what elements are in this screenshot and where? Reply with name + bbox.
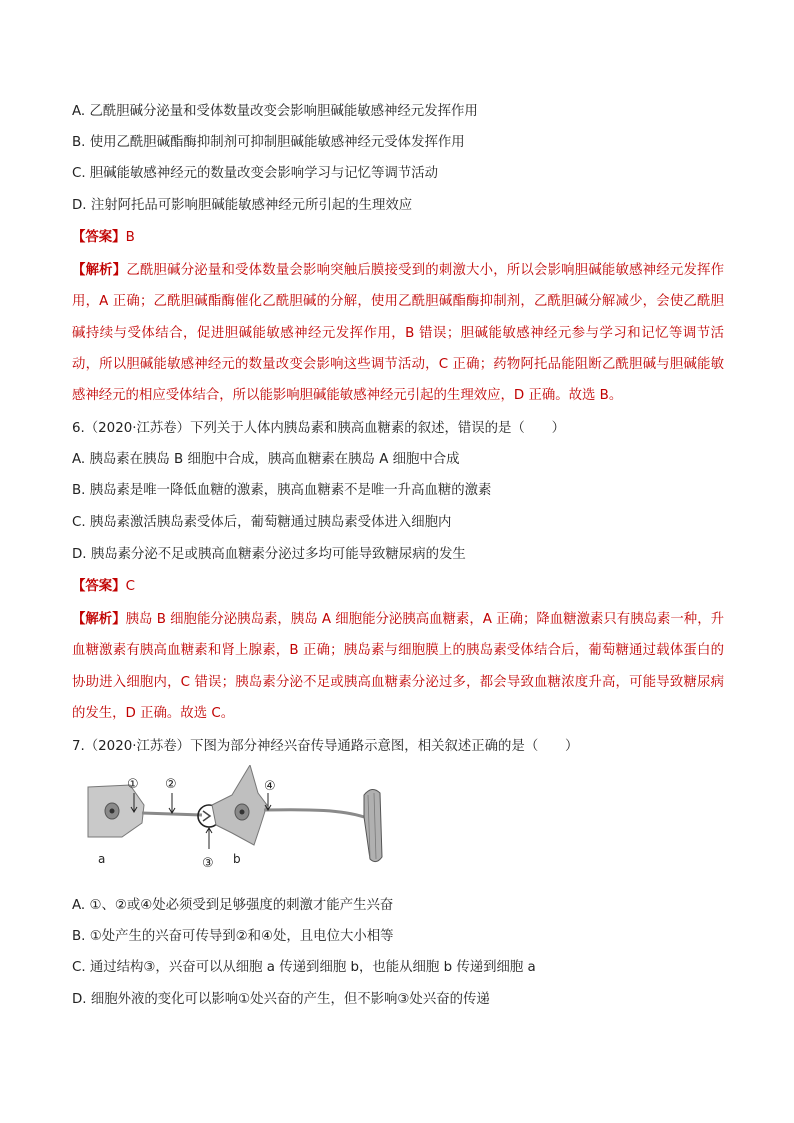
q5-answer (72, 228, 135, 248)
q5-option-d: D. 注射阿托品可影响胆碱能敏感神经元所引起的生理效应 (72, 198, 413, 213)
answer-value: C (125, 579, 135, 594)
label-3: ③ (202, 856, 214, 871)
q7-option-b: B. ①处产生的兴奋可传导到②和④处，且电位大小相等 (72, 929, 394, 944)
q7-option-c: C. 通过结构③，兴奋可以从细胞 a 传递到细胞 b，也能从细胞 b 传递到细胞 a (72, 960, 536, 975)
analysis-text: 乙酰胆碱分泌量和受体数量会影响突触后膜接受到的刺激大小，所以会影响胆碱能敏感神经元发挥作用，A 正确；乙酰胆碱酯酶催化乙酰胆碱的分解，使用乙酰胆碱酯酶抑制剂，乙酰胆碱分解减少，会使乙酰胆碱持续与受体结合，促进胆碱能敏感神经元发挥作用，B 错误；胆碱能敏感神经元参与学习和记忆等调节活动，所以胆碱能敏感神经元的数量改变会影响这些调节活动，C 正确；药物阿托品能阻断乙酰胆碱与胆碱能敏感神经元的相应受体结合，所以能影响胆碱能敏感神经元引起的生理效应，D 正确。故选 B。 (72, 263, 725, 404)
q7-stem: 7.（2020·江苏卷）下图为部分神经兴奋传导通路示意图，相关叙述正确的是（ ） (72, 739, 579, 754)
answer-value: B (125, 230, 135, 245)
q5-option-c: C. 胆碱能敏感神经元的数量改变会影响学习与记忆等调节活动 (72, 166, 439, 181)
q6-answer (72, 577, 135, 597)
answer-tag: 【答案】 (72, 230, 126, 245)
q6-analysis (72, 604, 724, 729)
q5-option-a: A. 乙酰胆碱分泌量和受体数量改变会影响胆碱能敏感神经元发挥作用 (72, 104, 478, 119)
label-1: ① (127, 777, 139, 792)
q7-option-a: A. ①、②或④处必须受到足够强度的刺激才能产生兴奋 (72, 898, 394, 913)
q5-analysis (72, 255, 724, 411)
label-2: ② (165, 777, 177, 792)
effector (364, 789, 382, 861)
axon-b (264, 810, 364, 817)
label-4: ④ (264, 779, 276, 794)
q6-option-d: D. 胰岛素分泌不足或胰高血糖素分泌过多均可能导致糖尿病的发生 (72, 547, 466, 562)
label-a: a (98, 852, 106, 866)
q7-option-d: D. 细胞外液的变化可以影响①处兴奋的产生，但不影响③处兴奋的传递 (72, 992, 490, 1007)
q6-option-b: B. 胰岛素是唯一降低血糖的激素，胰高血糖素不是唯一升高血糖的激素 (72, 483, 492, 498)
q6-option-a: A. 胰岛素在胰岛 B 细胞中合成，胰高血糖素在胰岛 A 细胞中合成 (72, 452, 460, 467)
q5-option-b: B. 使用乙酰胆碱酯酶抑制剂可抑制胆碱能敏感神经元受体发挥作用 (72, 135, 465, 150)
label-b: b (233, 852, 241, 866)
analysis-text: 胰岛 B 细胞能分泌胰岛素，胰岛 A 细胞能分泌胰高血糖素，A 正确；降血糖激素只有胰岛素一种，升血糖激素有胰高血糖素和肾上腺素，B 正确；胰岛素与细胞膜上的胰岛素受体结合后，葡萄糖通过载体蛋白的协助进入细胞内，C 错误；胰岛素分泌不足或胰高血糖素分泌过多，都会导致血糖浓度升高，可能导致糖尿病的发生，D 正确。故选 C。 (72, 612, 725, 721)
analysis-tag: 【解析】 (72, 263, 127, 278)
q6-stem: 6.（2020·江苏卷）下列关于人体内胰岛素和胰高血糖素的叙述，错误的是（ ） (72, 421, 565, 436)
answer-tag: 【答案】 (72, 579, 126, 594)
neuron-pathway-figure (82, 765, 402, 875)
q6-option-c: C. 胰岛素激活胰岛素受体后，葡萄糖通过胰岛素受体进入细胞内 (72, 515, 452, 530)
analysis-tag: 【解析】 (72, 612, 126, 627)
